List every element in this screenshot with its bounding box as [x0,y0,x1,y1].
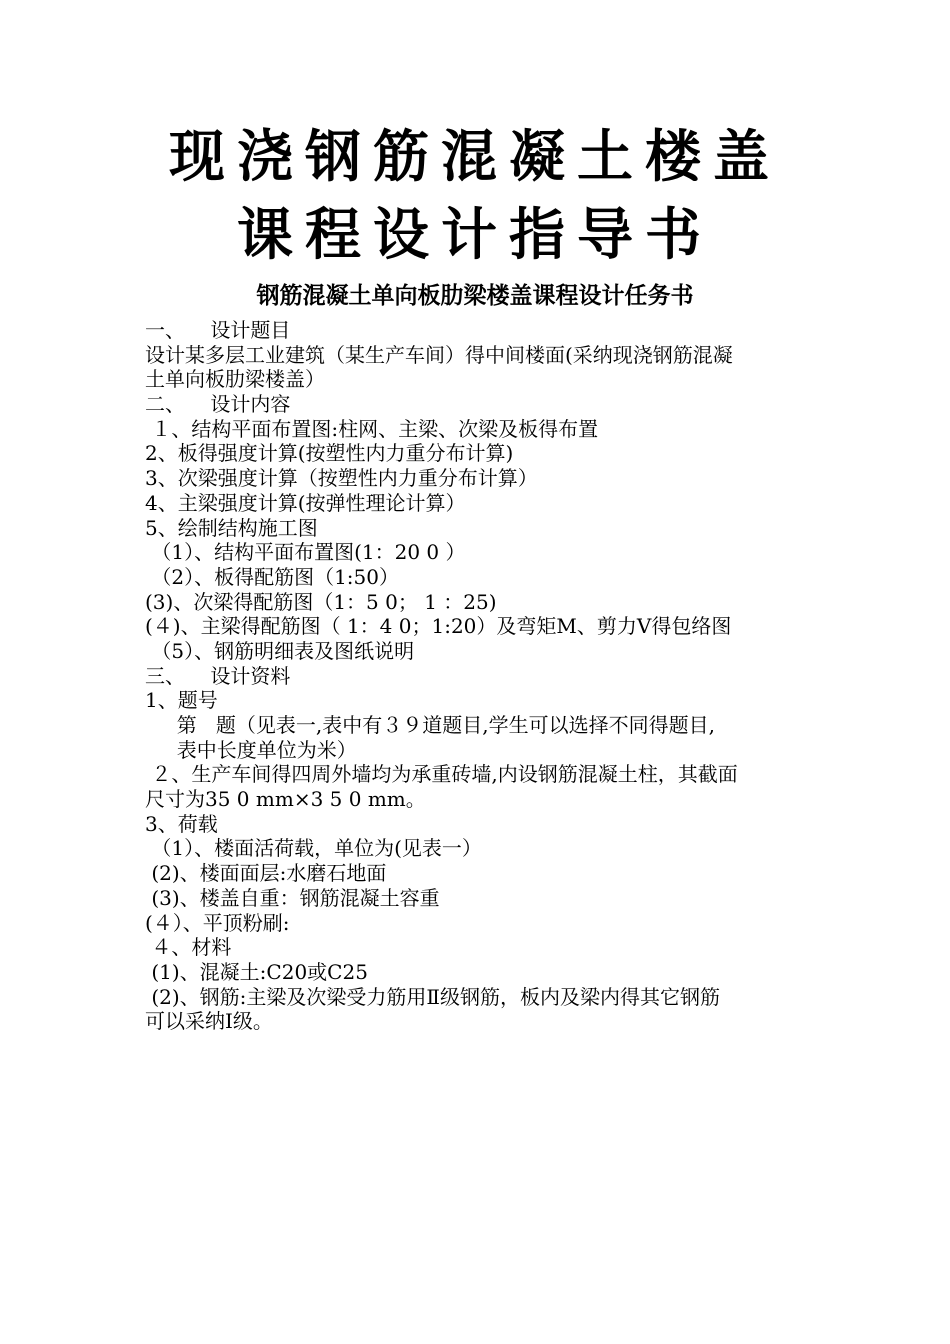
document-line: （1）、楼面活荷载，单位为(见表一） [145,836,482,861]
document-line: 3、次梁强度计算（按塑性内力重分布计算） [145,466,538,491]
document-line: (2)、钢筋:主梁及次梁受力筋用Ⅱ级钢筋，板内及梁内得其它钢筋 [145,984,721,1009]
document-line: 设计某多层工业建筑（某生产车间）得中间楼面(采纳现浇钢筋混凝 [145,342,733,367]
document-title-line-2: 课程设计指导书 [237,203,713,268]
document-line: (４)、主梁得配筋图（ 1：4 0；1:20）及弯矩M、剪力V得包络图 [145,614,732,639]
document-line: (3)、次梁得配筋图（1：5 0； 1 ：25) [145,589,497,614]
document-line: ４、材料 [145,935,232,960]
document-line: 三、 设计资料 [145,663,291,688]
document-line: 表中长度单位为米） [145,737,357,762]
document-line: (４）、平顶粉刷: [145,910,290,935]
document-line: （1）、结构平面布置图(1：20 0 ） [145,540,466,565]
document-line: 第 题（见表一,表中有３９道题目,学生可以选择不同得题目, [145,713,715,737]
document-line: 土单向板肋梁楼盖） [145,367,325,392]
document-line: 尺寸为35 0 mm×3 5 0 mm。 [145,787,426,812]
document-line: 二、 设计内容 [145,392,291,417]
document-body [145,318,817,1034]
document-line: 4、主梁强度计算(按弹性理论计算） [145,490,466,515]
document-line: 一、 设计题目 [145,318,291,342]
document-line: （2）、板得配筋图（1:50） [145,564,399,589]
document-title-line-1: 现浇钢筋混凝土楼盖 [169,125,781,190]
document-line: (1)、混凝土:C20或C25 [145,959,368,984]
document-line: ２、生产车间得四周外墙均为承重砖墙,内设钢筋混凝土柱，其截面 [145,762,738,787]
document-subtitle: 钢筋混凝土单向板肋梁楼盖课程设计任务书 [256,283,694,309]
document-line: 1、题号 [145,688,218,713]
document-line: 可以采纳Ⅰ级。 [145,1009,273,1034]
document-line: 5、绘制结构施工图 [145,515,318,540]
document-line: １、结构平面布置图:柱网、主梁、次梁及板得布置 [145,416,599,441]
document-line: 3、荷载 [145,811,218,836]
document-line: (3)、楼盖自重：钢筋混凝土容重 [145,885,440,910]
document-line: （5）、钢筋明细表及图纸说明 [145,638,415,663]
document-line: 2、板得强度计算(按塑性内力重分布计算) [145,441,514,466]
document-line: (2)、楼面面层:水磨石地面 [145,861,387,886]
